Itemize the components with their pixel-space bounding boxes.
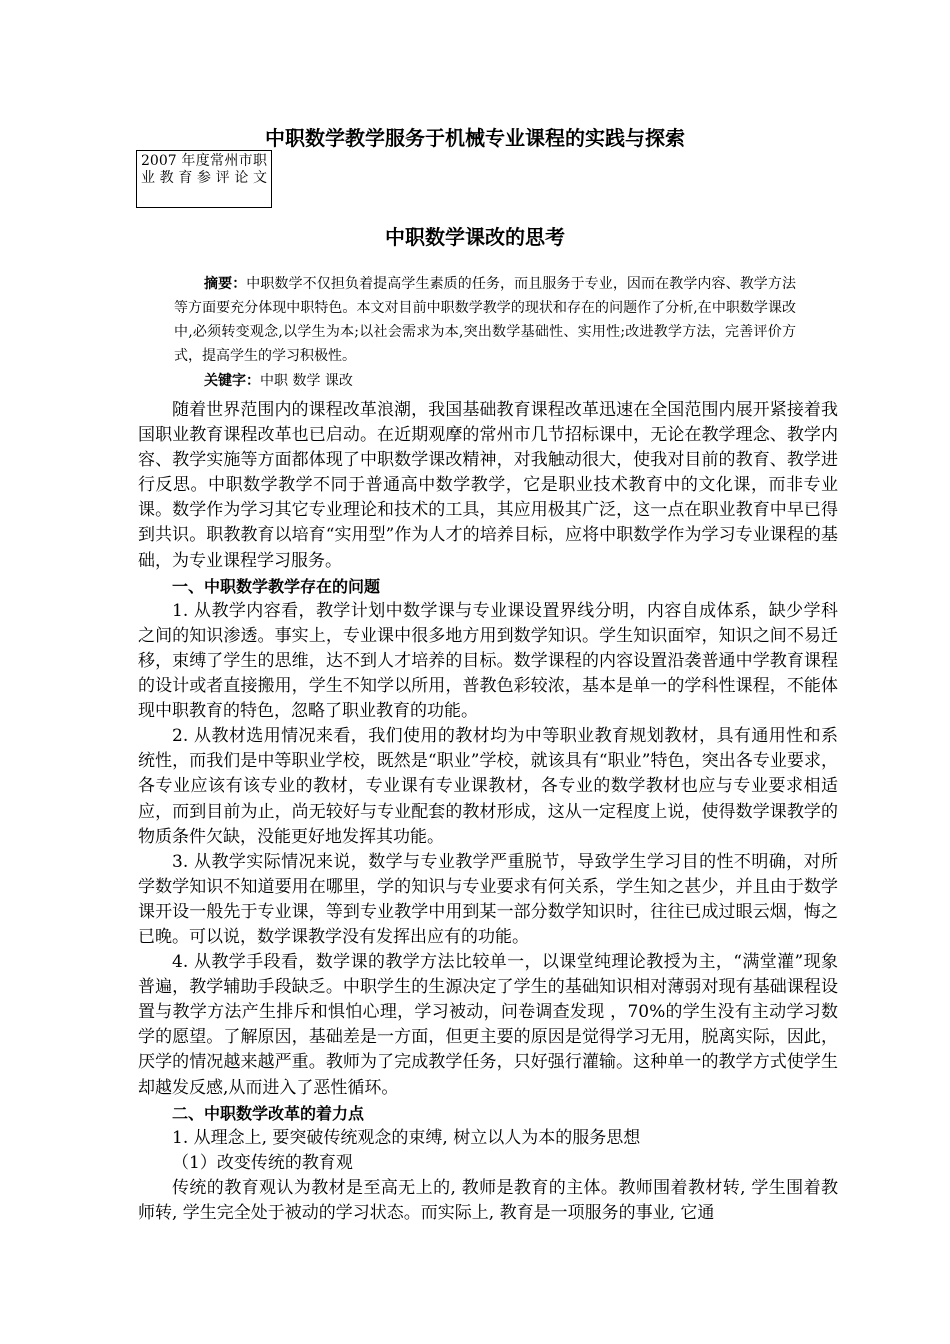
keywords <box>204 369 353 393</box>
article-title: 中职数学课改的思考 <box>385 225 565 249</box>
keywords-text: 中职 数学 课改 <box>260 373 353 389</box>
document-title: 中职数学教学服务于机械专业课程的实践与探索 <box>265 126 685 150</box>
section-heading-2: 二、中职数学改革的着力点 <box>172 1103 365 1123</box>
paragraph: 2. 从教材选用情况来看，我们使用的教材均为中等职业教育规划教材，具有通用性和系统性，而我们是中等职业学校，既然是“职业”学校，就该具有“职业”特色，突出各专业要求，各专业应该有该专业的教材，专业课有专业课教材，各专业的数学教材也应与专业要求相适应，而到目前为止，尚无较好与专业配套的教材形成，这从一定程度上说，使得数学课教学的物质条件欠缺，没能更好地发挥其功能。 <box>138 726 838 847</box>
section-heading-1: 一、中职数学教学存在的问题 <box>172 576 381 596</box>
abstract <box>174 272 796 368</box>
award-stamp-box: 2007 年度常州市职业教育参评论文 <box>136 150 272 208</box>
paragraph: 1. 从理念上, 要突破传统观念的束缚, 树立以人为本的服务思想 <box>172 1127 641 1148</box>
paragraph: 4. 从教学手段看，数学课的教学方法比较单一，以课堂纯理论教授为主，“满堂灌”现象普遍，教学辅助手段缺乏。中职学生的生源决定了学生的基础知识相对薄弱对现有基础课程设置与教学方法产生排斥和惧怕心理，学习被动，问卷调查发现 ，70%的学生没有主动学习数学的愿望。了解原因，基础差是一方面，但更主要的原因是觉得学习无用，脱离实际，因此，厌学的情况越来越严重。教师为了完成教学任务，只好强行灌输。这种单一的教学方式使学生却越发反感,从而进入了恶性循环。 <box>138 952 838 1098</box>
paragraph: 3. 从教学实际情况来说，数学与专业教学严重脱节，导致学生学习目的性不明确，对所学数学知识不知道要用在哪里，学的知识与专业要求有何关系，学生知之甚少，并且由于数学课开设一般先于专业课，等到专业教学中用到某一部分数学知识时，往往已成过眼云烟，悔之已晚。可以说，数学课教学没有发挥出应有的功能。 <box>138 851 838 947</box>
abstract-text: 中职数学不仅担负着提高学生素质的任务，而且服务于专业，因而在教学内容、教学方法等方面要充分体现中职特色。本文对目前中职数学教学的现状和存在的问题作了分析,在中职数学课改中,必须转变观念,以学生为本;以社会需求为本,突出数学基础性、实用性;改进教学方法，完善评价方式，提高学生的学习积极性。 <box>174 276 797 364</box>
abstract-label: 摘要： <box>204 276 247 292</box>
paragraph: 传统的教育观认为教材是至高无上的, 教师是教育的主体。教师围着教材转, 学生围着教师转, 学生完全处于被动的学习状态。而实际上, 教育是一项服务的事业, 它通 <box>138 1177 838 1223</box>
article-body <box>138 398 838 1226</box>
intro-paragraph: 随着世界范围内的课程改革浪潮，我国基础教育课程改革迅速在全国范围内展开紧接着我国职业教育课程改革也已启动。在近期观摩的常州市几节招标课中，无论在教学理念、教学内容、教学实施等方面都体现了中职数学课改精神，对我触动很大，使我对目前的教育、教学进行反思。中职数学教学不同于普通高中数学教学，它是职业技术教育中的文化课，而非专业课。数学作为学习其它专业理论和技术的工具，其应用极其广泛，这一点在职业教育中早已得到共识。职教教育以培育“实用型”作为人才的培养目标，应将中职数学作为学习专业课程的基础，为专业课程学习服务。 <box>138 400 838 571</box>
paragraph: 1. 从教学内容看，教学计划中数学课与专业课设置界线分明，内容自成体系，缺少学科之间的知识渗透。事实上，专业课中很多地方用到数学知识。学生知识面窄，知识之间不易迁移，束缚了学生的思维，达不到人才培养的目标。数学课程的内容设置沿袭普通中学教育课程的设计或者直接搬用，学生不知学以所用，普教色彩较浓，基本是单一的学科性课程，不能体现中职教育的特色，忽略了职业教育的功能。 <box>138 600 838 722</box>
paragraph: （1）改变传统的教育观 <box>172 1152 353 1173</box>
keywords-label: 关键字： <box>204 373 260 389</box>
